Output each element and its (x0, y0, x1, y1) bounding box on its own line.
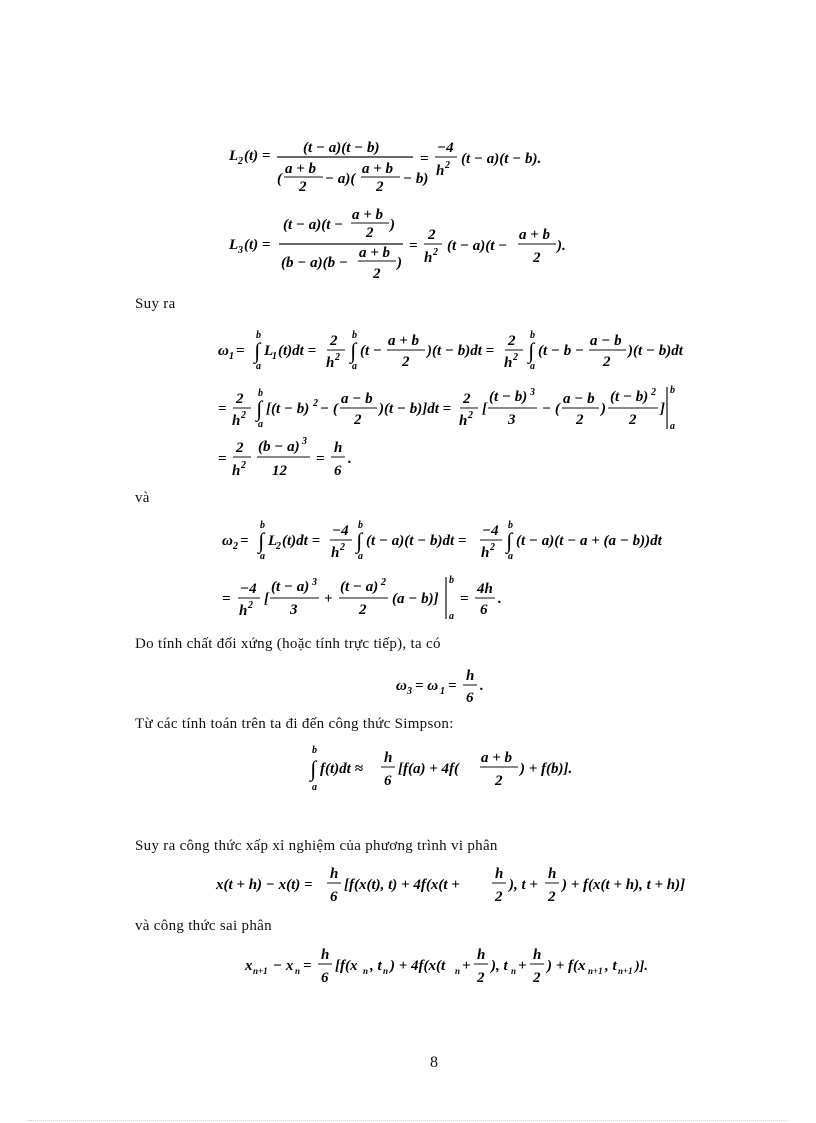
svg-text:= ω: = ω (415, 678, 439, 694)
svg-text:a + b: a + b (519, 227, 551, 243)
svg-text:6: 6 (321, 970, 329, 986)
svg-text:2: 2 (376, 179, 384, 195)
svg-text:∫: ∫ (310, 756, 317, 781)
svg-text:2: 2 (373, 266, 381, 282)
svg-text:2: 2 (313, 398, 318, 409)
text-suy-ra: Suy ra (135, 296, 176, 312)
svg-text:h: h (334, 440, 343, 456)
svg-text:(t)dt =: (t)dt = (282, 533, 321, 549)
text-va-cong-thuc: và công thức sai phân (135, 918, 272, 934)
svg-text:3: 3 (290, 602, 298, 618)
svg-text:n: n (383, 966, 389, 976)
text-tu-cac: Từ các tính toán trên ta đi đến công thức Simpson: (135, 716, 454, 732)
svg-text:2: 2 (508, 333, 516, 349)
svg-text:n+1: n+1 (588, 966, 603, 976)
page-bottom-divider (28, 1120, 788, 1121)
svg-text:n+1: n+1 (618, 966, 633, 976)
svg-text:): ) (390, 217, 395, 233)
svg-text:2: 2 (340, 542, 345, 553)
svg-text:(b − a)(b −: (b − a)(b − (281, 255, 348, 271)
svg-text:=: = (218, 451, 227, 467)
svg-text:(t) =: (t) = (244, 237, 271, 253)
svg-text:a + b: a + b (352, 207, 384, 223)
svg-text:=: = (409, 238, 418, 254)
svg-text:.: . (348, 451, 352, 467)
svg-text:h: h (533, 947, 542, 963)
svg-text:− x: − x (273, 958, 294, 974)
svg-text:), t +: ), t + (509, 877, 538, 893)
svg-text:a: a (260, 551, 265, 562)
svg-text:12: 12 (272, 463, 287, 479)
svg-text:), t: ), t (491, 958, 508, 974)
svg-text:b: b (358, 520, 363, 531)
svg-text:(t − a)(t − a + (a − b))dt: (t − a)(t − a + (a − b))dt (516, 533, 662, 549)
svg-text:h: h (459, 413, 468, 429)
svg-text:2: 2 (495, 889, 503, 905)
svg-text:∫: ∫ (528, 338, 535, 363)
svg-text:a: a (312, 782, 317, 793)
svg-text:6: 6 (480, 602, 488, 618)
page-number: 8 (430, 1054, 438, 1071)
svg-text:3: 3 (407, 686, 412, 697)
svg-text:(t − b): (t − b) (610, 389, 649, 405)
svg-text:(t −: (t − (360, 343, 383, 359)
svg-text:2: 2 (381, 577, 386, 588)
svg-text:h: h (232, 463, 241, 479)
svg-text:[f(a) + 4f(: [f(a) + 4f( (398, 761, 460, 777)
svg-text:=: = (316, 451, 325, 467)
svg-text:h: h (436, 163, 445, 179)
svg-text:b: b (449, 575, 454, 586)
svg-text:a − b: a − b (563, 391, 595, 407)
svg-text:2: 2 (236, 391, 244, 407)
svg-text:2: 2 (354, 412, 362, 428)
svg-text:[: [ (482, 401, 487, 417)
svg-text:∫: ∫ (254, 338, 261, 363)
svg-text:2: 2 (533, 250, 541, 266)
svg-text:L: L (229, 237, 239, 253)
svg-text:, t: , t (605, 958, 617, 974)
svg-text:b: b (352, 330, 357, 341)
svg-text:a: a (530, 361, 535, 372)
svg-text:+: + (462, 958, 471, 974)
svg-text:2: 2 (463, 391, 471, 407)
svg-text:2: 2 (490, 542, 495, 553)
svg-text:2: 2 (233, 541, 238, 552)
svg-text:a: a (256, 361, 261, 372)
svg-text:3: 3 (508, 412, 516, 428)
svg-text:a: a (508, 551, 513, 562)
svg-text:6: 6 (466, 690, 474, 706)
svg-text:=: = (236, 343, 245, 359)
svg-text:2: 2 (359, 602, 367, 618)
svg-text:b: b (508, 520, 513, 531)
svg-text:)(t − b)dt =: )(t − b)dt = (427, 343, 495, 359)
svg-text:3: 3 (238, 245, 243, 256)
svg-text:(t) =: (t) = (244, 148, 271, 164)
svg-text:)(t − b)dt: )(t − b)dt (628, 343, 683, 359)
svg-text:b: b (670, 385, 675, 396)
svg-text:2: 2 (241, 410, 246, 421)
svg-text:a: a (352, 361, 357, 372)
equation-L2 (225, 130, 565, 195)
svg-text:− b): − b) (403, 171, 429, 187)
equation-omega1 (212, 325, 683, 485)
svg-text:h: h (495, 866, 504, 882)
svg-text:2: 2 (603, 354, 611, 370)
svg-text:b: b (260, 520, 265, 531)
svg-text:f(t)dt ≈: f(t)dt ≈ (320, 761, 363, 777)
svg-text:a: a (358, 551, 363, 562)
svg-text:=: = (222, 591, 231, 607)
svg-text:−4: −4 (332, 523, 349, 539)
svg-text:.: . (480, 678, 484, 694)
svg-text:2: 2 (299, 179, 307, 195)
svg-text:x: x (245, 958, 253, 974)
svg-text:6: 6 (330, 889, 338, 905)
svg-text:h: h (466, 668, 475, 684)
svg-text:1: 1 (440, 686, 445, 697)
svg-text:L: L (264, 343, 274, 359)
svg-text:(b − a): (b − a) (258, 439, 300, 455)
svg-text:a − b: a − b (341, 391, 373, 407)
svg-text:=: = (303, 958, 312, 974)
svg-text:n: n (295, 966, 301, 976)
svg-text:=: = (448, 678, 457, 694)
svg-text:).: ). (557, 238, 566, 254)
svg-text:− (: − ( (542, 401, 560, 417)
equation-omega3 (392, 663, 492, 708)
svg-text:2: 2 (276, 541, 281, 552)
svg-text:L: L (268, 533, 278, 549)
svg-text:b: b (312, 745, 317, 756)
svg-text:∫: ∫ (258, 528, 265, 553)
svg-text:2: 2 (513, 352, 518, 363)
svg-text:ω: ω (396, 678, 407, 694)
svg-text:h: h (424, 250, 433, 266)
svg-text:h: h (384, 750, 393, 766)
svg-text:6: 6 (334, 463, 342, 479)
svg-text:−4: −4 (482, 523, 499, 539)
equation-simpson (308, 740, 598, 798)
svg-text:(t − b −: (t − b − (538, 343, 585, 359)
svg-text:]: ] (660, 401, 665, 417)
text-suy-ra-cong-thuc: Suy ra công thức xấp xỉ nghiệm của phương trình vi phân (135, 838, 498, 854)
svg-text:2: 2 (629, 412, 637, 428)
svg-text:∫: ∫ (356, 528, 363, 553)
svg-text:4h: 4h (477, 581, 493, 597)
svg-text:=: = (420, 151, 429, 167)
svg-text:h: h (504, 355, 513, 371)
svg-text:2: 2 (366, 225, 374, 241)
svg-text:h: h (326, 355, 335, 371)
svg-text:a − b: a − b (590, 333, 622, 349)
svg-text:) + f(b)].: ) + f(b)]. (520, 761, 573, 777)
svg-text:a: a (258, 419, 263, 430)
svg-text:b: b (256, 330, 261, 341)
svg-text:2: 2 (433, 247, 438, 258)
svg-text:h: h (239, 603, 248, 619)
svg-text:b: b (530, 330, 535, 341)
svg-text:(t − a)(t −: (t − a)(t − (447, 238, 508, 254)
svg-text:3: 3 (530, 387, 535, 398)
svg-text:2: 2 (330, 333, 338, 349)
equation-omega2 (212, 515, 672, 625)
svg-text:[f(x(t), t) + 4f(x(t +: [f(x(t), t) + 4f(x(t + (344, 877, 460, 893)
svg-text:− a)(: − a)( (325, 171, 356, 187)
svg-text:(t − a): (t − a) (271, 579, 310, 595)
svg-text:− (: − ( (320, 401, 338, 417)
svg-text:h: h (330, 866, 339, 882)
svg-text:h: h (477, 947, 486, 963)
svg-text:(t − a)(t − b).: (t − a)(t − b). (461, 151, 542, 167)
svg-text:2: 2 (335, 352, 340, 363)
svg-text:=: = (460, 591, 469, 607)
svg-text:2: 2 (445, 160, 450, 171)
svg-text:2: 2 (533, 970, 541, 986)
svg-text:a: a (670, 421, 675, 432)
svg-text:n: n (511, 966, 517, 976)
svg-text:h: h (481, 545, 490, 561)
svg-text:, t: , t (370, 958, 382, 974)
equation-L3 (225, 205, 565, 285)
text-va-1: và (135, 490, 150, 506)
svg-text:a + b: a + b (359, 245, 391, 261)
svg-text:3: 3 (302, 436, 307, 447)
svg-text:6: 6 (384, 773, 392, 789)
svg-text:+: + (324, 591, 333, 607)
svg-text:∫: ∫ (350, 338, 357, 363)
svg-text:(t − a): (t − a) (340, 579, 379, 595)
svg-text:n: n (455, 966, 461, 976)
svg-text:)].: )]. (635, 959, 648, 974)
svg-text:(t − a)(t − b)dt =: (t − a)(t − b)dt = (366, 533, 467, 549)
svg-text:∫: ∫ (506, 528, 513, 553)
svg-text:2: 2 (428, 227, 436, 243)
svg-text:−4: −4 (240, 581, 257, 597)
svg-text:a + b: a + b (362, 161, 394, 177)
svg-text:[: [ (264, 591, 269, 607)
svg-text:3: 3 (312, 577, 317, 588)
svg-text:.: . (498, 591, 502, 607)
svg-text:): ) (601, 401, 606, 417)
text-do-tinh-chat: Do tính chất đối xứng (hoặc tính trực tiếp), ta có (135, 636, 441, 652)
svg-text:2: 2 (241, 460, 246, 471)
svg-text:): ) (397, 255, 402, 271)
svg-text:a + b: a + b (388, 333, 420, 349)
svg-text:b: b (258, 388, 263, 399)
equation-simpson-ode (214, 862, 686, 912)
svg-text:2: 2 (548, 889, 556, 905)
svg-text:ω: ω (218, 343, 229, 359)
svg-text:ω: ω (222, 533, 233, 549)
svg-text:1: 1 (229, 351, 234, 362)
svg-text:) + 4f(x(t: ) + 4f(x(t (390, 958, 446, 974)
svg-text:)(t − b)]dt =: )(t − b)]dt = (379, 401, 452, 417)
svg-text:h: h (548, 866, 557, 882)
svg-text:2: 2 (576, 412, 584, 428)
svg-text:1: 1 (272, 351, 277, 362)
svg-text:(t)dt =: (t)dt = (278, 343, 317, 359)
svg-text:=: = (240, 533, 249, 549)
svg-text:2: 2 (651, 387, 656, 398)
svg-text:(: ( (277, 171, 282, 187)
svg-text:a + b: a + b (481, 750, 513, 766)
svg-text:x(t + h) − x(t) =: x(t + h) − x(t) = (216, 877, 313, 893)
svg-text:2: 2 (468, 410, 473, 421)
svg-text:2: 2 (402, 354, 410, 370)
svg-text:+: + (518, 958, 527, 974)
svg-text:=: = (218, 401, 227, 417)
svg-text:L: L (229, 148, 239, 164)
svg-text:(t − a)(t − b): (t − a)(t − b) (303, 140, 380, 156)
svg-text:(a − b)]: (a − b)] (392, 591, 439, 607)
svg-text:) + f(x(t + h), t + h)]: ) + f(x(t + h), t + h)] (562, 877, 686, 893)
svg-text:[(t − b): [(t − b) (266, 401, 310, 417)
svg-text:−4: −4 (437, 140, 454, 156)
svg-text:2: 2 (236, 440, 244, 456)
svg-text:n+1: n+1 (253, 966, 268, 976)
svg-text:h: h (331, 545, 340, 561)
svg-text:∫: ∫ (256, 396, 263, 421)
svg-text:2: 2 (248, 600, 253, 611)
svg-text:h: h (321, 947, 330, 963)
svg-text:2: 2 (238, 156, 243, 167)
svg-text:(t − a)(t −: (t − a)(t − (283, 217, 344, 233)
svg-text:n: n (363, 966, 369, 976)
svg-text:) + f(x: ) + f(x (547, 958, 586, 974)
equation-simpson-discrete (243, 943, 648, 993)
svg-text:[f(x: [f(x (335, 958, 358, 974)
svg-text:a + b: a + b (285, 161, 317, 177)
svg-text:(t − b): (t − b) (489, 389, 528, 405)
svg-text:2: 2 (477, 970, 485, 986)
svg-text:h: h (232, 413, 241, 429)
svg-text:a: a (449, 611, 454, 622)
svg-text:2: 2 (495, 773, 503, 789)
